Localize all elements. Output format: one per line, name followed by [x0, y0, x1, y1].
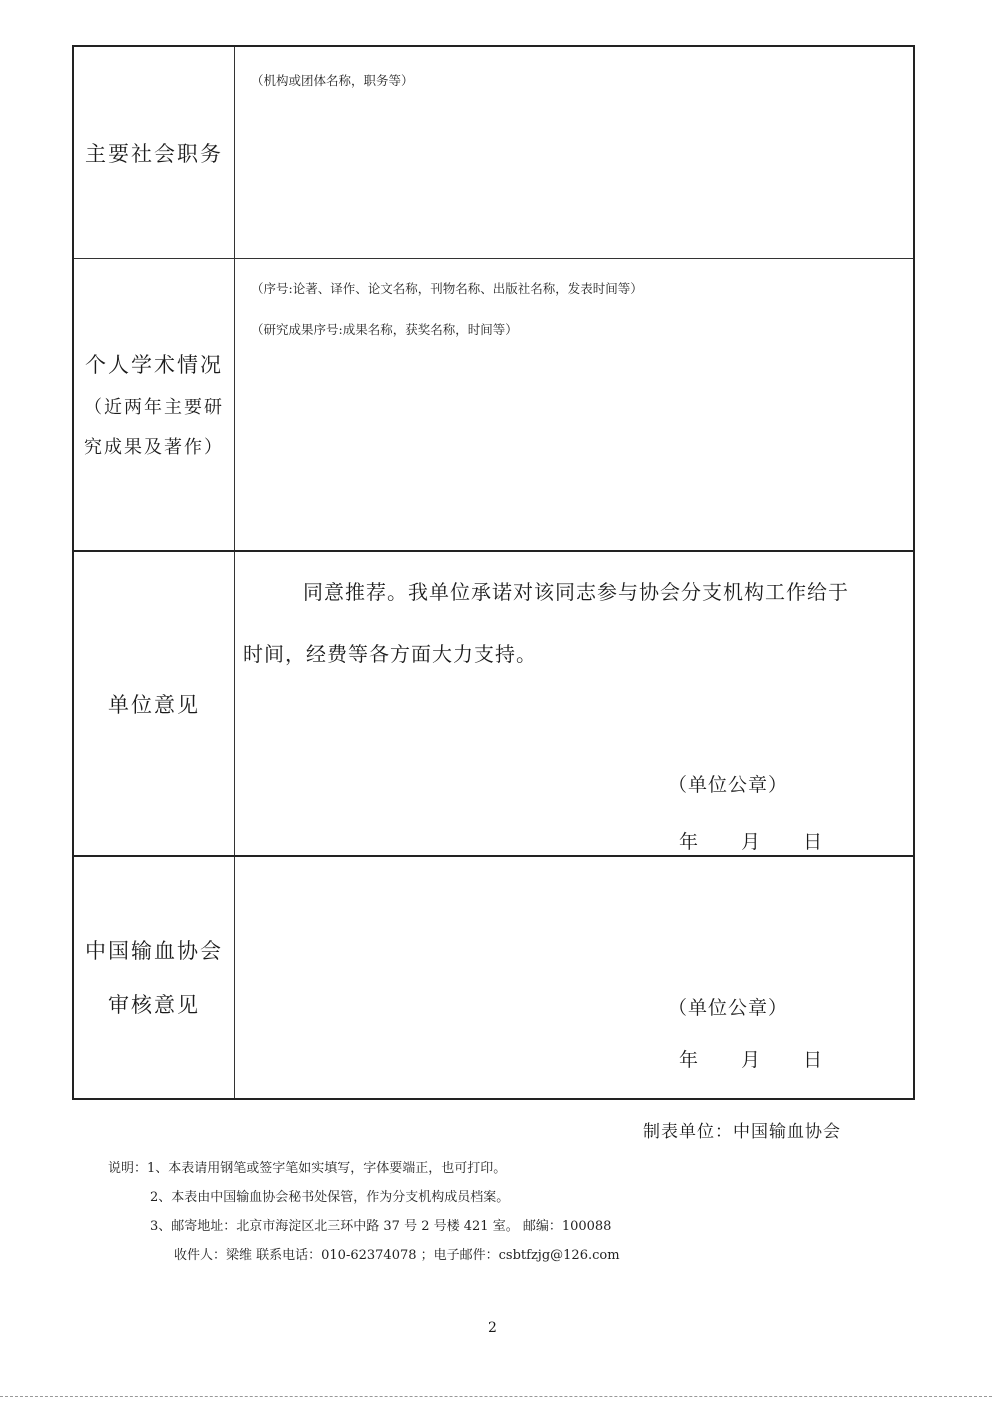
unit-date-day: 日: [803, 831, 823, 853]
unit-date: [679, 827, 822, 854]
social-position-hint: （机构或团体名称，职务等）: [251, 73, 414, 88]
association-review-row: [74, 857, 913, 1098]
unit-opinion-label: 单位意见: [108, 692, 200, 717]
association-review-label-cell: [74, 857, 235, 1098]
unit-seal-label: （单位公章）: [668, 774, 789, 796]
association-date-day: 日: [803, 1049, 823, 1071]
unit-opinion-line1: 同意推荐。我单位承诺对该同志参与协会分支机构工作给于: [303, 580, 849, 604]
page-number: 2: [488, 1320, 497, 1336]
social-position-content[interactable]: [235, 47, 913, 258]
academic-sub-line1: （近两年主要研: [84, 396, 224, 418]
unit-date-year: 年: [679, 831, 699, 853]
association-date-month: 月: [741, 1049, 761, 1071]
note-3: 3、邮寄地址：北京市海淀区北三环中路 37 号 2 号楼 421 室。 邮编：100088: [150, 1219, 612, 1234]
association-review-label-line1: 中国输血协会: [85, 938, 223, 963]
application-form-table: [72, 45, 915, 1100]
academic-content[interactable]: [235, 259, 913, 550]
association-review-content[interactable]: [235, 857, 913, 1098]
note-2: 2、本表由中国输血协会秘书处保管，作为分支机构成员档案。: [150, 1190, 510, 1205]
scan-edge-divider: [0, 1396, 992, 1398]
academic-row: [74, 259, 913, 552]
form-maker: 制表单位：中国输血协会: [643, 1122, 841, 1142]
unit-opinion-line2: 时间，经费等各方面大力支持。: [243, 642, 537, 666]
association-date-year: 年: [679, 1049, 699, 1071]
academic-hint-achievements: （研究成果序号:成果名称，获奖名称，时间等）: [251, 322, 518, 337]
academic-sub-line2: 究成果及著作）: [84, 436, 224, 458]
association-review-label-line2: 审核意见: [108, 992, 200, 1017]
unit-opinion-content[interactable]: [235, 552, 913, 855]
note-4: 收件人：梁维 联系电话：010-62374078 ；电子邮件：csbtfzjg@126.com: [174, 1248, 620, 1263]
unit-opinion-label-cell: [74, 552, 235, 855]
social-position-row: [74, 47, 913, 259]
academic-label-cell: [74, 259, 235, 550]
note-1: 说明：1、本表请用钢笔或签字笔如实填写，字体要端正，也可打印。: [108, 1161, 507, 1176]
unit-opinion-row: [74, 552, 913, 857]
academic-hint-publications: （序号:论著、译作、论文名称，刊物名称、出版社名称，发表时间等）: [251, 281, 643, 296]
social-position-label-cell: [74, 47, 235, 258]
academic-label: 个人学术情况: [85, 352, 223, 377]
association-seal-label: （单位公章）: [668, 997, 789, 1019]
association-date: [679, 1045, 822, 1072]
unit-date-month: 月: [741, 831, 761, 853]
social-position-label: 主要社会职务: [85, 141, 223, 166]
